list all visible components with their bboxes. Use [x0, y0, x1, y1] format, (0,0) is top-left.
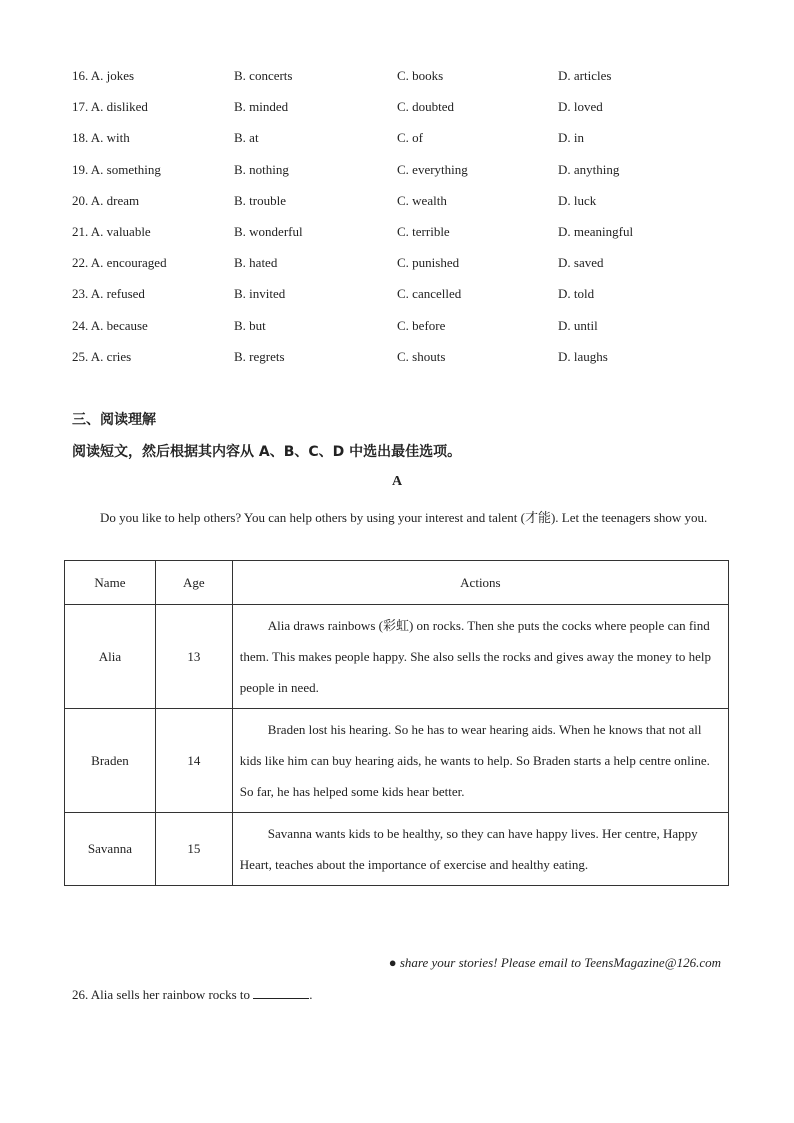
option-a: 18. A. with: [72, 130, 130, 145]
option-b: B. minded: [234, 99, 289, 114]
cell-age: 13: [155, 605, 232, 709]
option-c: C. books: [397, 68, 444, 83]
option-row: [72, 284, 722, 304]
option-a: 23. A. refused: [72, 286, 145, 301]
cell-name: Alia: [65, 605, 156, 709]
option-a: 19. A. something: [72, 162, 161, 177]
option-row: [72, 316, 722, 336]
option-b: B. hated: [234, 255, 278, 270]
table-header-row: [65, 561, 729, 605]
option-d: D. luck: [558, 193, 597, 208]
option-c: C. doubted: [397, 99, 455, 114]
question-end: .: [309, 987, 313, 1002]
option-b: B. concerts: [234, 68, 293, 83]
option-a: 25. A. cries: [72, 349, 132, 364]
option-c: C. everything: [397, 162, 468, 177]
option-d: D. told: [558, 286, 595, 301]
cell-name: Braden: [65, 709, 156, 813]
option-d: D. meaningful: [558, 224, 634, 239]
option-b: B. but: [234, 318, 266, 333]
option-c: C. shouts: [397, 349, 446, 364]
option-row: [72, 347, 722, 367]
option-row: [72, 97, 722, 117]
header-name: Name: [65, 561, 156, 605]
table-row: [65, 605, 729, 709]
table-row: [65, 813, 729, 886]
option-d: D. loved: [558, 99, 603, 114]
passage-intro: Do you like to help others? You can help others by using your interest and talent (才能). Let the teenagers show you.: [100, 510, 708, 525]
option-row: [72, 191, 722, 211]
option-a: 22. A. encouraged: [72, 255, 167, 270]
option-b: B. invited: [234, 286, 286, 301]
option-row: [72, 160, 722, 180]
option-row: [72, 222, 722, 242]
option-d: D. in: [558, 130, 584, 145]
option-d: D. saved: [558, 255, 604, 270]
option-c: C. cancelled: [397, 286, 462, 301]
option-b: B. at: [234, 130, 259, 145]
section-instruction: 阅读短文，然后根据其内容从 A、B、C、D 中选出最佳选项。: [72, 444, 462, 460]
cell-name: Savanna: [65, 813, 156, 886]
section-heading: 三、阅读理解: [72, 412, 156, 428]
option-a: 17. A. disliked: [72, 99, 148, 114]
cell-age: 15: [155, 813, 232, 886]
option-row: [72, 128, 722, 148]
option-b: B. wonderful: [234, 224, 303, 239]
option-c: C. of: [397, 130, 423, 145]
option-row: [72, 66, 722, 86]
option-c: C. terrible: [397, 224, 450, 239]
option-a: 24. A. because: [72, 318, 148, 333]
option-b: B. nothing: [234, 162, 289, 177]
option-c: C. punished: [397, 255, 460, 270]
option-d: D. anything: [558, 162, 620, 177]
option-b: B. regrets: [234, 349, 285, 364]
question-26: [72, 986, 313, 1003]
option-d: D. until: [558, 318, 598, 333]
question-text: 26. Alia sells her rainbow rocks to: [72, 987, 254, 1002]
table-row: [65, 709, 729, 813]
option-d: D. articles: [558, 68, 612, 83]
option-a: 21. A. valuable: [72, 224, 151, 239]
option-c: C. before: [397, 318, 446, 333]
cell-actions: Braden lost his hearing. So he has to wear hearing aids. When he knows that not all kids like him can buy hearing aids, he wants to help. So Braden starts a help centre online. So far, he has helped some kids hear better.: [232, 709, 728, 813]
answer-blank[interactable]: [253, 986, 309, 999]
option-b: B. trouble: [234, 193, 286, 208]
option-row: [72, 253, 722, 273]
cell-actions: Savanna wants kids to be healthy, so they can have happy lives. Her centre, Happy Heart, teaches about the importance of exercise and healthy eating.: [232, 813, 728, 886]
header-age: Age: [155, 561, 232, 605]
option-a: 16. A. jokes: [72, 68, 135, 83]
header-actions: Actions: [232, 561, 728, 605]
passage-title: A: [391, 474, 403, 489]
option-a: 20. A. dream: [72, 193, 140, 208]
cell-age: 14: [155, 709, 232, 813]
teenagers-table: [64, 560, 729, 886]
option-c: C. wealth: [397, 193, 447, 208]
cell-actions: Alia draws rainbows (彩虹) on rocks. Then she puts the cocks where people can find them. This makes people happy. She also sells the rocks and gives away the money to help people in need.: [232, 605, 728, 709]
option-d: D. laughs: [558, 349, 608, 364]
footer-note: ● share your stories! Please email to TeensMagazine@126.com: [388, 955, 721, 970]
